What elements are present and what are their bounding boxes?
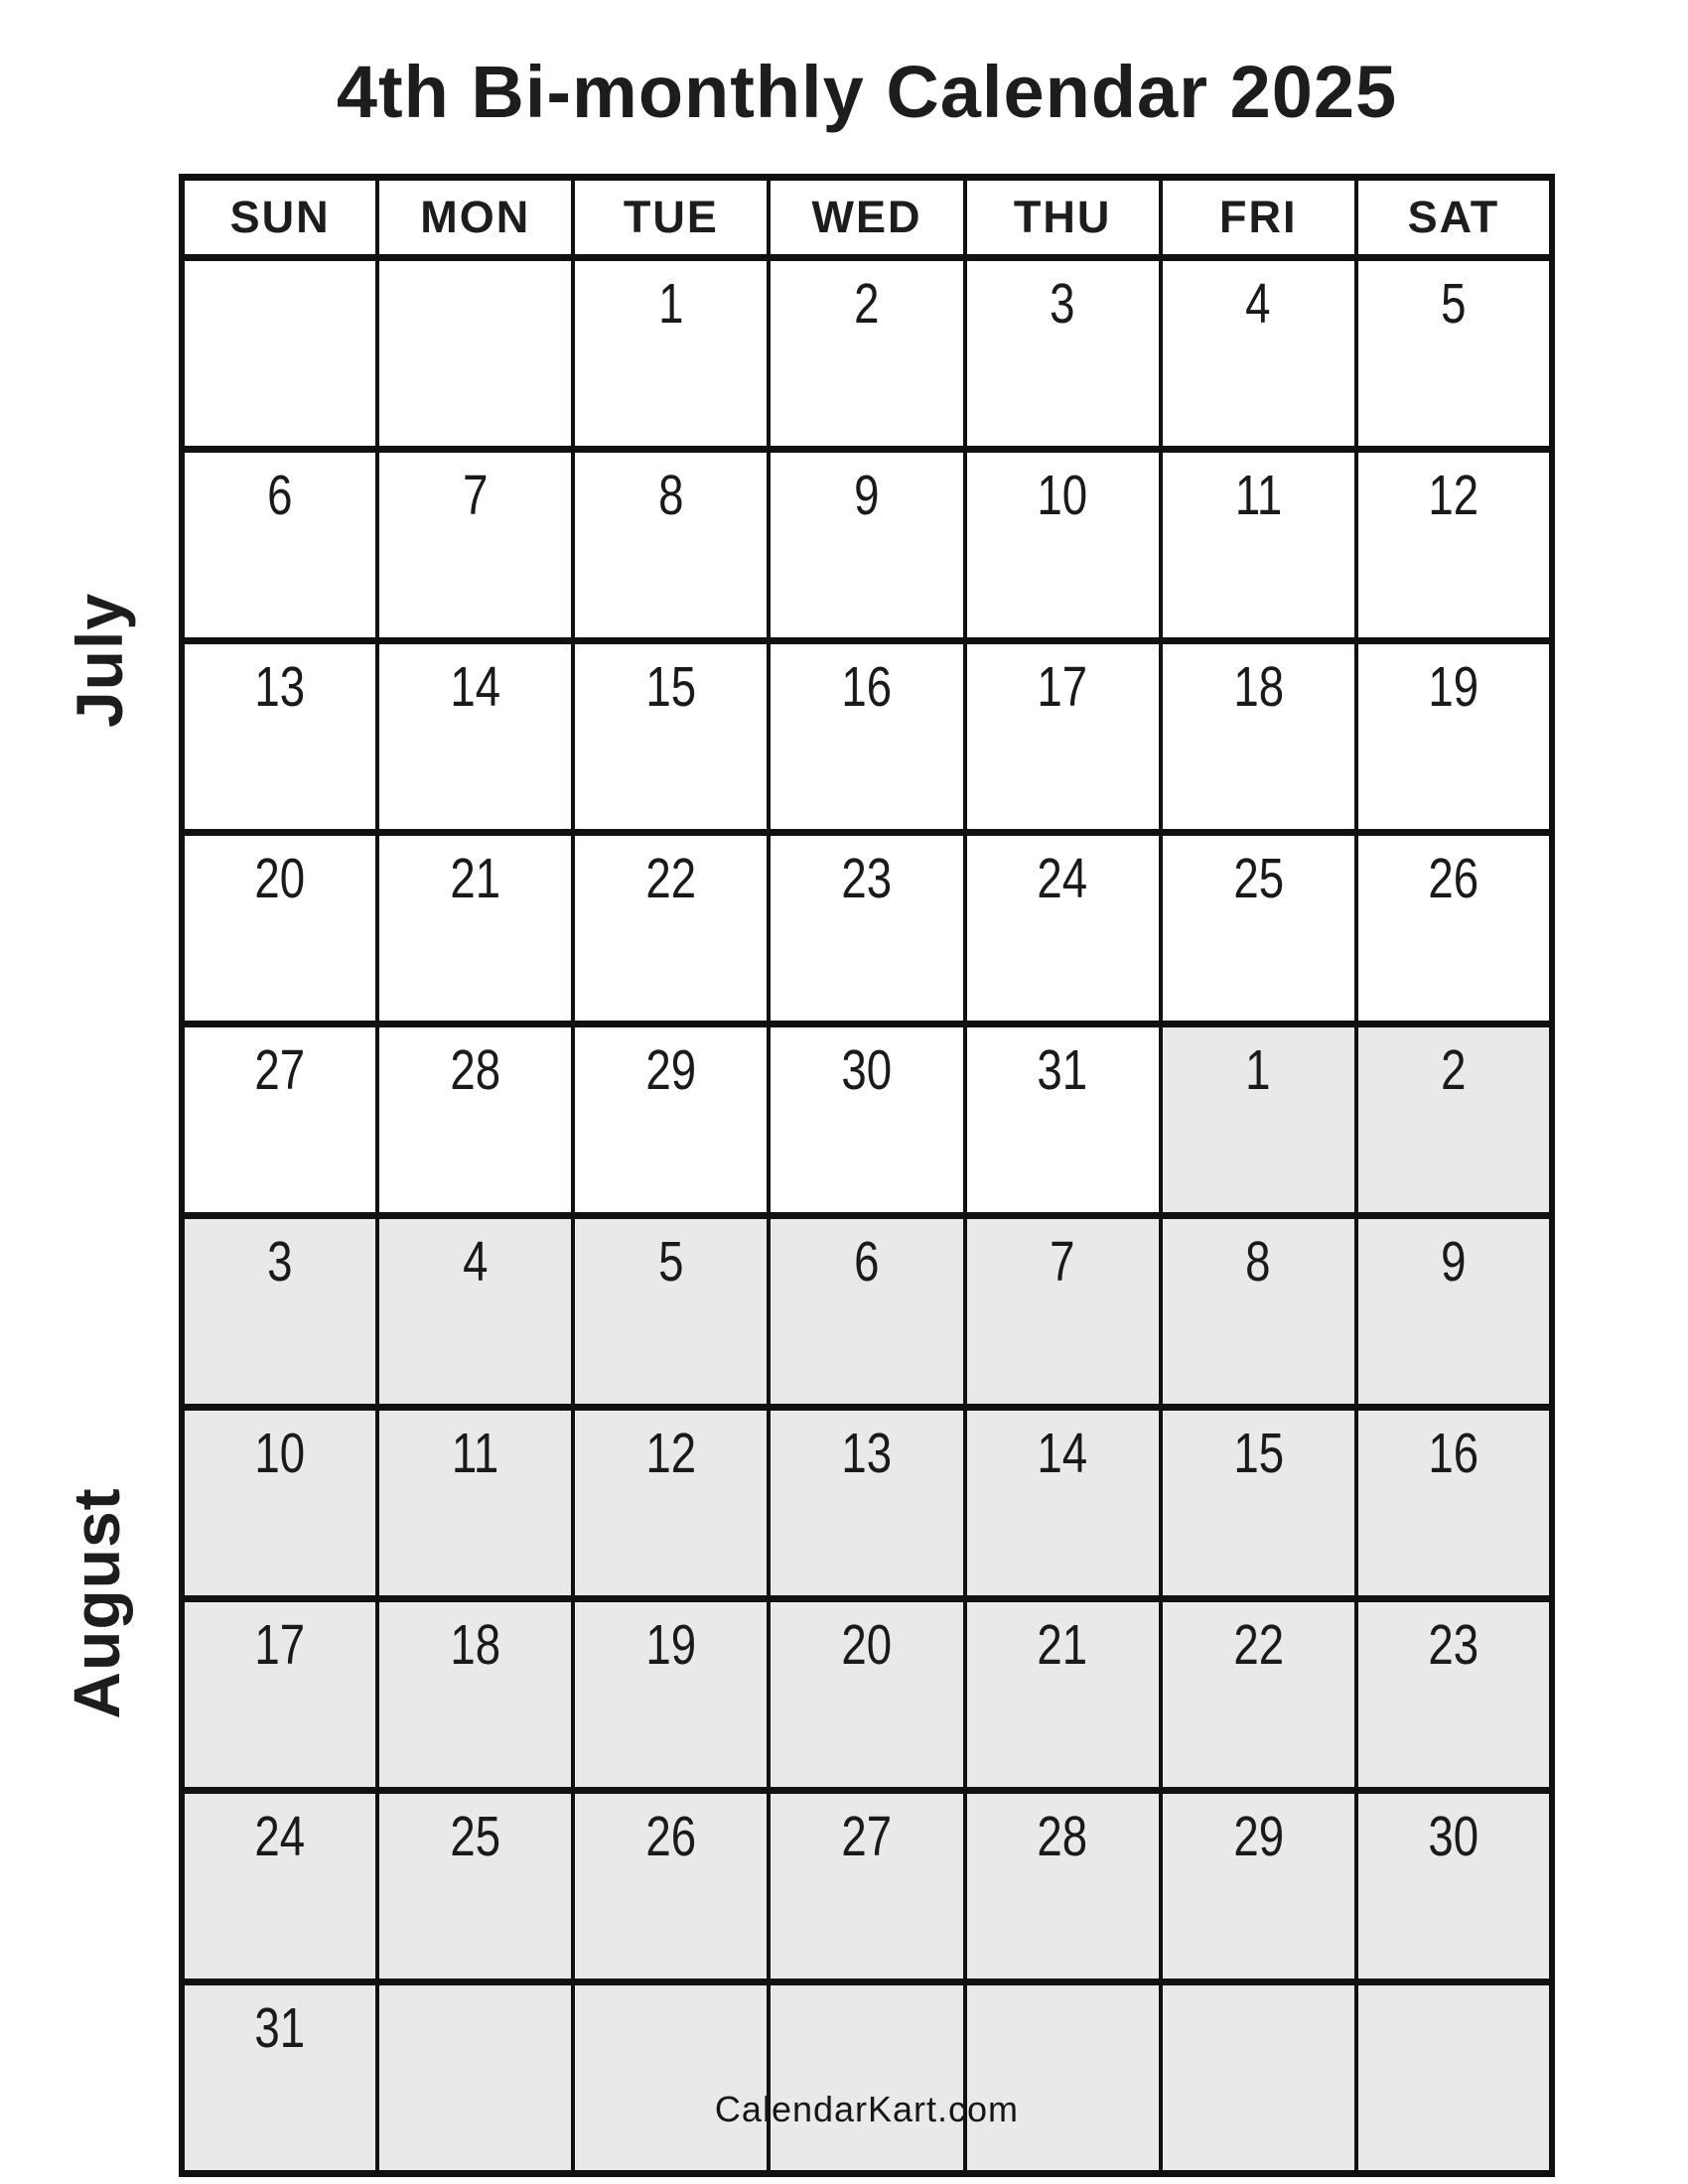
day-number: 31 (1037, 1038, 1088, 1102)
weekday-header-sun: SUN (182, 178, 377, 258)
calendar-day-cell (182, 450, 377, 641)
weekday-header-sat: SAT (1356, 178, 1552, 258)
day-number: 6 (854, 1230, 880, 1294)
calendar-day-cell (1356, 1982, 1552, 2174)
calendar-week-row (182, 450, 1552, 641)
day-number: 15 (645, 655, 697, 719)
calendar-day-cell (1356, 258, 1552, 450)
day-number: 18 (1232, 655, 1284, 719)
day-number: 14 (1037, 1422, 1088, 1485)
day-number: 29 (1232, 1805, 1284, 1868)
calendar-day-cell (377, 1982, 573, 2174)
calendar-day-cell (182, 1791, 377, 1982)
calendar-week-row (182, 1408, 1552, 1599)
calendar-day-cell (965, 1216, 1161, 1408)
day-number: 20 (841, 1613, 893, 1677)
calendar-day-cell (377, 258, 573, 450)
calendar-day-cell (377, 641, 573, 833)
calendar-week-row (182, 833, 1552, 1024)
calendar-day-cell (1161, 833, 1356, 1024)
calendar-day-cell (769, 641, 964, 833)
calendar-day-cell (573, 450, 769, 641)
day-number: 17 (1037, 655, 1088, 719)
day-number: 28 (450, 1038, 501, 1102)
weekday-header-fri: FRI (1161, 178, 1356, 258)
day-number: 8 (658, 464, 684, 527)
calendar-day-cell (377, 1791, 573, 1982)
calendar-day-cell (965, 450, 1161, 641)
calendar-day-cell (377, 450, 573, 641)
day-number: 9 (854, 464, 880, 527)
calendar-day-cell (377, 1408, 573, 1599)
day-number: 30 (841, 1038, 893, 1102)
calendar-day-cell (1161, 450, 1356, 641)
day-number: 12 (645, 1422, 697, 1485)
day-number: 7 (463, 464, 489, 527)
day-number: 20 (254, 847, 306, 910)
calendar-day-cell (573, 258, 769, 450)
month-label-july: July (63, 592, 136, 729)
calendar-day-cell (573, 1982, 769, 2174)
weekday-header-row (182, 178, 1552, 258)
calendar-day-cell (965, 1024, 1161, 1216)
day-number: 4 (463, 1230, 489, 1294)
day-number: 28 (1037, 1805, 1088, 1868)
day-number: 10 (254, 1422, 306, 1485)
day-number: 19 (645, 1613, 697, 1677)
calendar-day-cell (182, 1599, 377, 1791)
day-number: 26 (1428, 847, 1479, 910)
day-number: 24 (1037, 847, 1088, 910)
day-number: 21 (450, 847, 501, 910)
calendar-day-cell (769, 1599, 964, 1791)
calendar-day-cell (182, 1216, 377, 1408)
calendar-day-cell (1161, 1024, 1356, 1216)
day-number: 3 (1050, 272, 1075, 336)
day-number: 14 (450, 655, 501, 719)
day-number: 22 (1232, 1613, 1284, 1677)
day-number: 10 (1037, 464, 1088, 527)
day-number: 4 (1245, 272, 1271, 336)
day-number: 25 (450, 1805, 501, 1868)
day-number: 29 (645, 1038, 697, 1102)
calendar-week-row (182, 1599, 1552, 1791)
calendar-day-cell (769, 1024, 964, 1216)
calendar-day-cell (573, 1216, 769, 1408)
day-number: 27 (254, 1038, 306, 1102)
calendar-day-cell (182, 1024, 377, 1216)
calendar-day-cell (1356, 1599, 1552, 1791)
calendar-day-cell (1356, 1216, 1552, 1408)
calendar-day-cell (377, 833, 573, 1024)
day-number: 31 (254, 1996, 306, 2060)
weekday-header-wed: WED (769, 178, 964, 258)
day-number: 22 (645, 847, 697, 910)
day-number: 15 (1232, 1422, 1284, 1485)
day-number: 2 (1441, 1038, 1467, 1102)
day-number: 19 (1428, 655, 1479, 719)
calendar-day-cell (182, 1408, 377, 1599)
calendar-day-cell (182, 833, 377, 1024)
day-number: 24 (254, 1805, 306, 1868)
calendar-day-cell (769, 1982, 964, 2174)
calendar-day-cell (1356, 1791, 1552, 1982)
footer-watermark: CalendarKart.com (714, 2089, 1020, 2129)
calendar-day-cell (1356, 833, 1552, 1024)
calendar-day-cell (182, 1982, 377, 2174)
day-number: 17 (254, 1613, 306, 1677)
calendar-day-cell (377, 1024, 573, 1216)
calendar-day-cell (965, 1408, 1161, 1599)
day-number: 11 (1234, 464, 1282, 527)
day-number: 26 (645, 1805, 697, 1868)
calendar-day-cell (573, 1408, 769, 1599)
calendar-day-cell (377, 1216, 573, 1408)
weekday-header-thu: THU (965, 178, 1161, 258)
calendar-day-cell (573, 1024, 769, 1216)
calendar-week-row (182, 1024, 1552, 1216)
day-number: 7 (1050, 1230, 1075, 1294)
calendar-day-cell (1356, 641, 1552, 833)
day-number: 3 (267, 1230, 293, 1294)
calendar-day-cell (965, 1791, 1161, 1982)
day-number: 9 (1441, 1230, 1467, 1294)
calendar-day-cell (965, 258, 1161, 450)
day-number: 1 (1245, 1038, 1271, 1102)
day-number: 27 (841, 1805, 893, 1868)
day-number: 16 (841, 655, 893, 719)
calendar-day-cell (1356, 450, 1552, 641)
day-number: 5 (1441, 272, 1467, 336)
calendar-week-row (182, 1982, 1552, 2174)
calendar-body (182, 258, 1552, 2174)
day-number: 16 (1428, 1422, 1479, 1485)
calendar-week-row (182, 641, 1552, 833)
calendar-day-cell (965, 641, 1161, 833)
calendar-day-cell (1356, 1024, 1552, 1216)
calendar-day-cell (769, 1408, 964, 1599)
calendar-day-cell (769, 833, 964, 1024)
calendar-header (182, 178, 1552, 258)
month-label-august: August (60, 1487, 133, 1719)
calendar-week-row (182, 1791, 1552, 1982)
calendar-day-cell (1161, 1408, 1356, 1599)
calendar-day-cell (769, 1791, 964, 1982)
calendar-day-cell (769, 450, 964, 641)
weekday-header-tue: TUE (573, 178, 769, 258)
calendar-day-cell (1356, 1408, 1552, 1599)
calendar-week-row (182, 1216, 1552, 1408)
calendar-day-cell (769, 1216, 964, 1408)
calendar-day-cell (1161, 1599, 1356, 1791)
day-number: 21 (1037, 1613, 1088, 1677)
calendar-day-cell (965, 1982, 1161, 2174)
day-number: 30 (1428, 1805, 1479, 1868)
day-number: 13 (254, 655, 306, 719)
day-number: 23 (1428, 1613, 1479, 1677)
day-number: 11 (452, 1422, 499, 1485)
day-number: 18 (450, 1613, 501, 1677)
calendar-day-cell (1161, 1216, 1356, 1408)
calendar-grid (179, 174, 1555, 2177)
calendar-day-cell (573, 1791, 769, 1982)
calendar-day-cell (182, 258, 377, 450)
calendar-day-cell (1161, 258, 1356, 450)
calendar-day-cell (573, 1599, 769, 1791)
calendar-day-cell (1161, 1982, 1356, 2174)
page-title: 4th Bi-monthly Calendar 2025 (336, 51, 1398, 133)
day-number: 12 (1428, 464, 1479, 527)
calendar-week-row (182, 258, 1552, 450)
day-number: 5 (658, 1230, 684, 1294)
calendar-day-cell (1161, 1791, 1356, 1982)
weekday-header-mon: MON (377, 178, 573, 258)
calendar-day-cell (377, 1599, 573, 1791)
calendar-day-cell (1161, 641, 1356, 833)
calendar-day-cell (573, 641, 769, 833)
day-number: 23 (841, 847, 893, 910)
calendar-day-cell (573, 833, 769, 1024)
day-number: 1 (658, 272, 684, 336)
day-number: 2 (854, 272, 880, 336)
day-number: 6 (267, 464, 293, 527)
calendar-day-cell (965, 1599, 1161, 1791)
calendar-day-cell (965, 833, 1161, 1024)
calendar-day-cell (769, 258, 964, 450)
calendar-day-cell (182, 641, 377, 833)
day-number: 8 (1245, 1230, 1271, 1294)
day-number: 13 (841, 1422, 893, 1485)
day-number: 25 (1232, 847, 1284, 910)
